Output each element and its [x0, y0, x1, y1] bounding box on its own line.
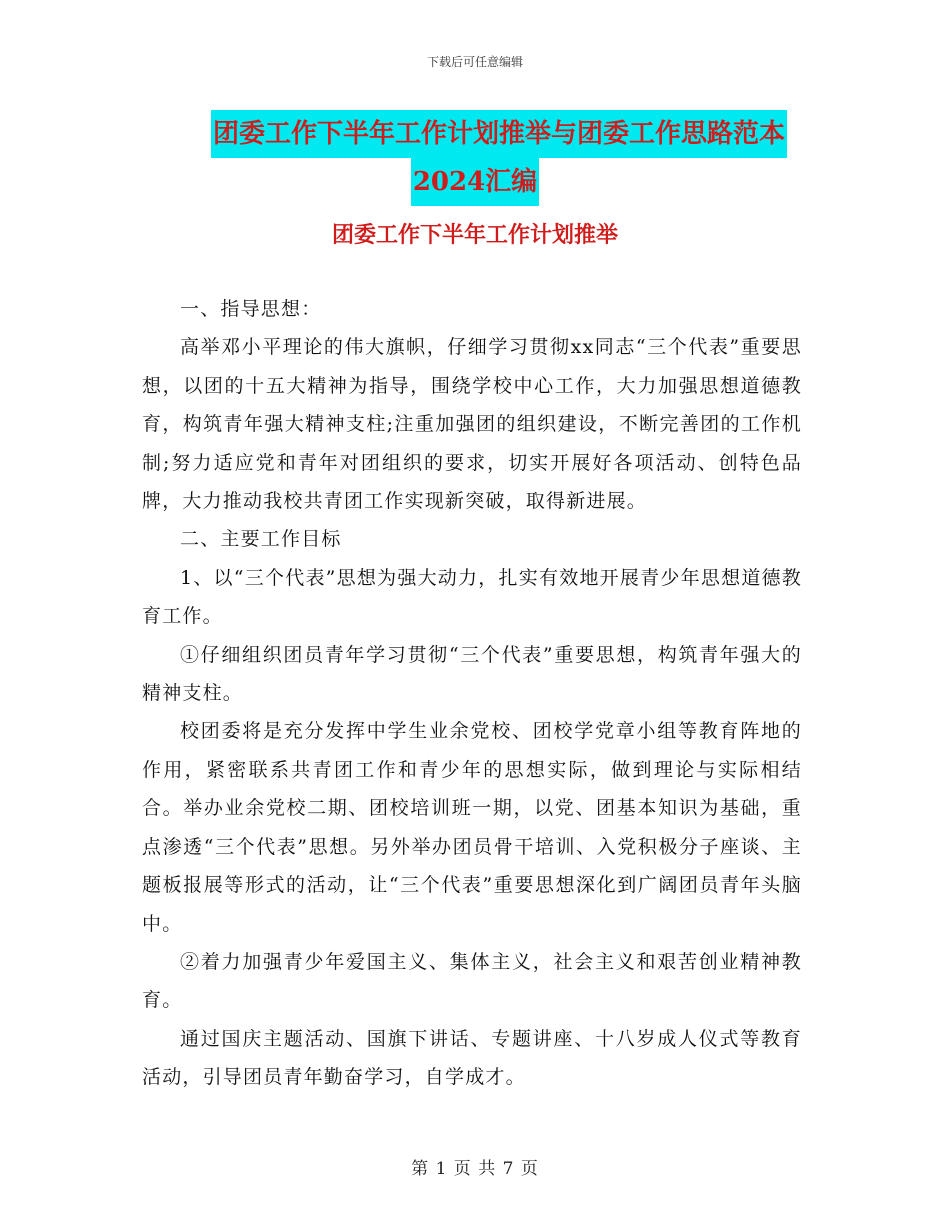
page-number: 第 1 页 共 7 页	[411, 1159, 539, 1179]
document-body	[142, 290, 802, 1097]
paragraph-guiding-content: 高举邓小平理论的伟大旗帜，仔细学习贯彻xx同志“三个代表”重要思想，以团的十五大精神为指导，围绕学校中心工作，大力加强思想道德教育，构筑青年强大精神支柱;注重加强团的组织建设，不断完善团的工作机制;努力适应党和青年对团组织的要求，切实开展好各项活动、创特色品牌，大力推动我校共青团工作实现新突破，取得新进展。	[142, 336, 802, 513]
header-note: 下载后可任意编辑	[426, 55, 523, 69]
document-title-line-1: 团委工作下半年工作计划推举与团委工作思路范本	[211, 110, 787, 158]
paragraph-goals-heading: 二、主要工作目标	[180, 528, 342, 551]
paragraph-goal-1-item-1: ①仔细组织团员青年学习贯彻“三个代表”重要思想，构筑青年强大的精神支柱。	[142, 643, 802, 705]
document-title	[0, 110, 950, 206]
paragraph-guiding-heading: 一、指导思想：	[180, 298, 322, 320]
document-title-line-2: 2024汇编	[411, 158, 539, 206]
paragraph-goal-1-item-2-detail: 通过国庆主题活动、国旗下讲话、专题讲座、十八岁成人仪式等教育活动，引导团员青年勤奋学习，自学成才。	[142, 1027, 802, 1089]
section-title: 团委工作下半年工作计划推举	[331, 222, 618, 248]
paragraph-goal-1-item-2: ②着力加强青少年爱国主义、集体主义，社会主义和艰苦创业精神教育。	[142, 950, 802, 1012]
paragraph-goal-1-item-1-detail: 校团委将是充分发挥中学生业余党校、团校学党章小组等教育阵地的作用，紧密联系共青团工作和青少年的思想实际，做到理论与实际相结合。举办业余党校二期、团校培训班一期，以党、团基本知识为基础，重点渗透“三个代表”思想。另外举办团员骨干培训、入党积极分子座谈、主题板报展等形式的活动，让“三个代表”重要思想深化到广阔团员青年头脑中。	[142, 720, 802, 935]
paragraph-goal-1: 1、以“三个代表”思想为强大动力，扎实有效地开展青少年思想道德教育工作。	[142, 566, 802, 628]
